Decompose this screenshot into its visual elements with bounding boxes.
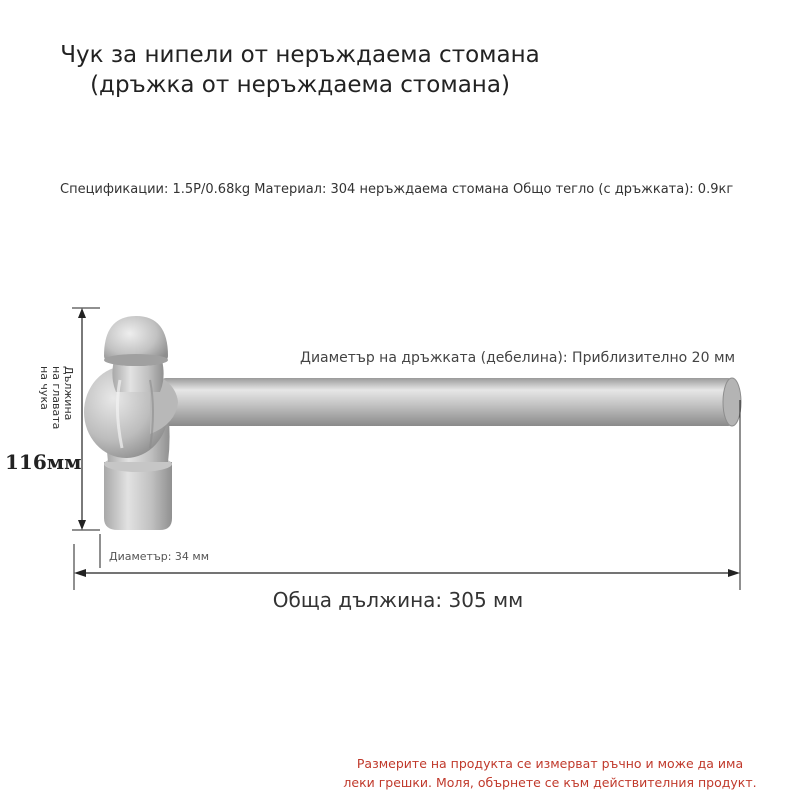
head-length-value: 116мм bbox=[5, 450, 82, 474]
hammer-head bbox=[84, 316, 178, 530]
head-diameter-dimension bbox=[74, 534, 100, 590]
disclaimer-line1: Размерите на продукта се измерват ръчно и може да има bbox=[356, 756, 744, 771]
total-length-label bbox=[0, 588, 800, 612]
hammer-handle bbox=[160, 378, 741, 426]
head-length-label-line1: Дължина bbox=[62, 366, 75, 421]
disclaimer-line2: леки грешки. Моля, обърнете се към действителния продукт. bbox=[343, 775, 757, 790]
head-length-label bbox=[16, 366, 74, 436]
product-title-line2: (дръжка от неръждаема стомана) bbox=[90, 72, 510, 98]
product-title-line1: Чук за нипели от неръждаема стомана bbox=[60, 42, 540, 68]
handle-diameter-label: Диаметър на дръжката (дебелина): Приблизително 20 мм bbox=[300, 350, 736, 366]
measurement-disclaimer bbox=[300, 754, 800, 792]
specifications-text: Спецификации: 1.5P/0.68kg Материал: 304 неръждаема стомана Общо тегло (с дръжката): 0.9кг bbox=[60, 182, 734, 197]
head-length-label-line2: на главата bbox=[50, 366, 63, 430]
head-diameter-label: Диаметър: 34 мм bbox=[109, 550, 210, 563]
head-length-label-line3: на чука bbox=[38, 366, 51, 410]
total-length-text: Обща дължина: 305 мм bbox=[272, 588, 524, 612]
